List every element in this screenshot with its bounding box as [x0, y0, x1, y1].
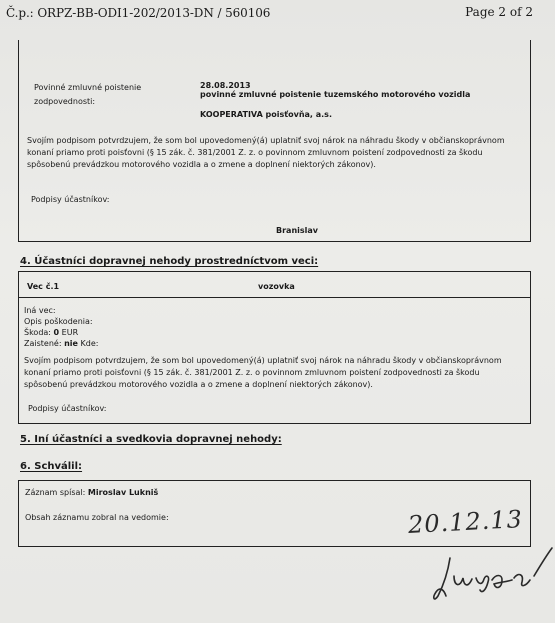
section-6-title: 6. Schválil: [20, 461, 83, 472]
where-label: Kde: [80, 339, 99, 348]
insurance-label-2: zodpovednosti: [34, 97, 96, 106]
insurer-name: KOOPERATIVA poisťovňa, a.s. [200, 110, 332, 119]
recorded-by-row [25, 488, 158, 498]
statement-2-line-1: Svojím podpisom potvrdzujem, že som bol upovedomený(á) uplatniť svoj nárok na náhradu škody v občianskoprávnom [24, 356, 502, 365]
secured-label: Zaistené: [24, 339, 62, 348]
secured-row [24, 339, 98, 349]
handwritten-date: 20.12.13 [407, 505, 524, 539]
signatory-name: Branislav [276, 226, 318, 235]
signatures-label-2: Podpisy účastníkov: [28, 404, 107, 413]
damage-row [24, 328, 78, 338]
other-thing-label: Iná vec: [24, 306, 56, 315]
damage-label: Škoda: [24, 328, 51, 337]
insurance-date: 28.08.2013 [200, 81, 251, 90]
recorded-by-label: Záznam spísal: [25, 488, 86, 497]
item-label: Vec č.1 [27, 282, 60, 291]
acknowledged-label: Obsah záznamu zobral na vedomie: [25, 513, 169, 522]
section-5-title: 5. Iní účastníci a svedkovia dopravnej nehody: [20, 434, 282, 445]
statement-2-line-2: konaní priamo proti poisťovni (§ 15 zák. č. 381/2001 Z. z. o povinnom zmluvnom poistení zodpovednosti za škodu [24, 368, 480, 377]
damage-currency: EUR [61, 328, 79, 337]
statement-1-line-3: spôsobenú prevádzkou motorového vozidla a o zmene a doplnení niektorých zákonov). [27, 160, 376, 169]
statement-1-line-2: konaní priamo proti poisťovni (§ 15 zák. č. 381/2001 Z. z. o povinnom zmluvnom poistení zodpovednosti za škodu [27, 148, 483, 157]
statement-1-line-1: Svojím podpisom potvrdzujem, že som bol upovedomený(á) uplatniť svoj nárok na náhradu škody v občianskoprávnom [27, 136, 505, 145]
recorded-by-name: Miroslav Lukniš [87, 488, 159, 497]
handwritten-signature [430, 546, 555, 608]
section-4-divider [18, 297, 531, 298]
damage-description-label: Opis poškodenia: [24, 317, 93, 326]
signatures-label-1: Podpisy účastníkov: [31, 195, 110, 204]
page-indicator: Page 2 of 2 [465, 5, 533, 19]
document-number: Č.p.: ORPZ-BB-ODI1-202/2013-DN / 560106 [6, 6, 271, 20]
section-4-title: 4. Účastníci dopravnej nehody prostredníctvom veci: [20, 256, 319, 267]
secured-value: nie [64, 339, 78, 348]
statement-2-line-3: spôsobenú prevádzkou motorového vozidla a o zmene a doplnení niektorých zákonov). [24, 380, 373, 389]
damage-value: 0 [53, 328, 60, 337]
insurance-label-1: Povinné zmluvné poistenie [34, 83, 142, 92]
insurance-type: povinné zmluvné poistenie tuzemského motorového vozidla [200, 90, 471, 99]
item-value: vozovka [258, 282, 295, 291]
